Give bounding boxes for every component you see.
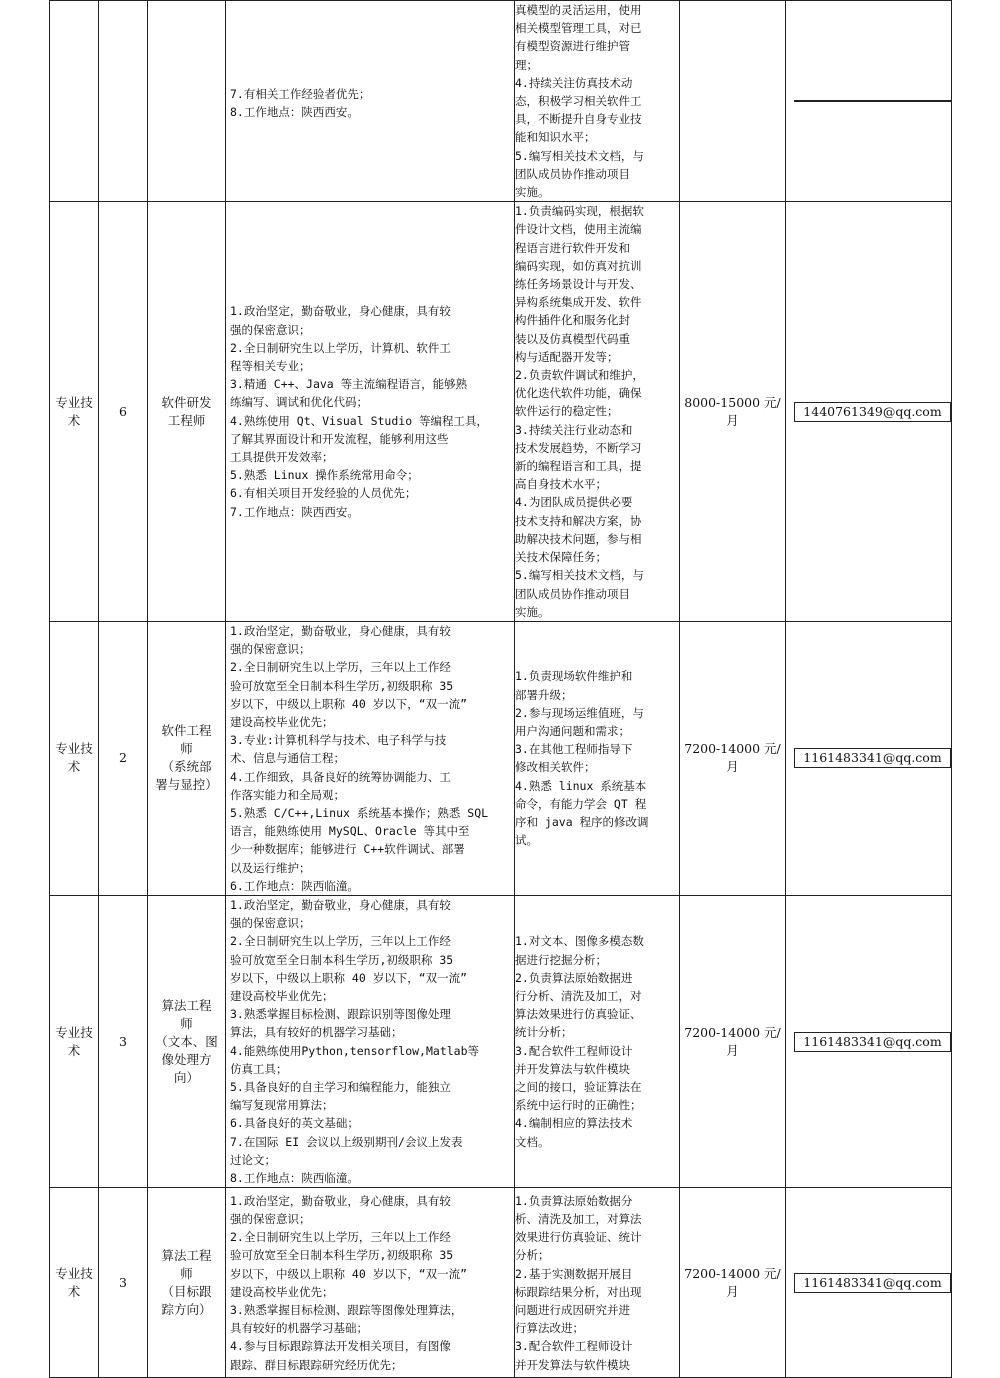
duty-line: 真模型的灵活运用，使用 bbox=[515, 3, 642, 17]
duty-line: 1.负责现场软件维护和 bbox=[515, 669, 633, 684]
requirement-line: 强的保密意识； bbox=[230, 916, 311, 931]
duty-line: 部署升级； bbox=[515, 687, 573, 702]
email-cell bbox=[786, 1188, 952, 1378]
requirement-line: 3.精通 C++、Java 等主流编程语言，能够熟 bbox=[230, 377, 468, 392]
requirements-cell bbox=[226, 202, 515, 622]
category-cell bbox=[50, 895, 99, 1187]
requirements-cell bbox=[226, 1188, 515, 1378]
duty-line: 态，积极学习相关软件工 bbox=[515, 94, 642, 109]
duty-line: 技术支持和解决方案，协 bbox=[515, 513, 642, 528]
duty-line: 异构系统集成开发、软件 bbox=[515, 295, 642, 310]
duty-line: 2.参与现场运维值班，与 bbox=[515, 705, 644, 720]
duty-line: 并开发算法与软件模块 bbox=[515, 1061, 630, 1076]
requirement-line: 2.全日制研究生以上学历，三年以上工作经 bbox=[230, 934, 451, 949]
duties-cell bbox=[515, 1, 680, 202]
requirement-line: 建设高校毕业优先； bbox=[230, 988, 334, 1003]
duty-line: 高自身技术水平； bbox=[515, 477, 607, 492]
duty-line: 程语言进行软件开发和 bbox=[515, 240, 630, 255]
contact-email[interactable]: 1161483341@qq.com bbox=[803, 1274, 942, 1290]
headcount-cell bbox=[99, 1, 148, 202]
requirement-line: 5.熟悉 Linux 操作系统常用命令； bbox=[230, 468, 419, 483]
position-title-cell bbox=[148, 202, 226, 622]
headcount-cell bbox=[99, 202, 148, 622]
position-title-line: 像处理方 bbox=[161, 1051, 212, 1067]
headcount-cell bbox=[99, 895, 148, 1187]
requirement-line: 1.政治坚定，勤奋敬业，身心健康，具有较 bbox=[230, 623, 451, 638]
requirement-line: 3.熟悉掌握目标检测、跟踪识别等图像处理 bbox=[230, 1007, 451, 1022]
requirement-line: 8.工作地点：陕西临潼。 bbox=[230, 1171, 359, 1185]
requirement-line: 1.政治坚定，勤奋敬业，身心健康，具有较 bbox=[230, 897, 451, 912]
duty-line: 4.编制相应的算法技术 bbox=[515, 1116, 633, 1131]
duties-cell bbox=[515, 1188, 680, 1378]
duty-line: 序和 java 程序的修改调 bbox=[515, 815, 649, 830]
requirement-line: 编写复现常用算法； bbox=[230, 1098, 334, 1113]
position-title-line: （系统部 bbox=[161, 759, 212, 775]
requirement-line: 强的保密意识； bbox=[230, 642, 311, 657]
requirement-line: 2.全日制研究生以上学历，三年以上工作经 bbox=[230, 1230, 451, 1245]
duty-line: 统计分析； bbox=[515, 1025, 573, 1040]
requirement-line: 7.在国际 EI 会议以上级别期刊/会议上发表 bbox=[230, 1134, 463, 1149]
duty-line: 有模型资源进行维护管 bbox=[515, 39, 630, 54]
duty-line: 优化迭代软件功能，确保 bbox=[515, 386, 642, 401]
requirement-line: 了解其界面设计和开发流程，能够利用这些 bbox=[230, 431, 449, 446]
requirement-line: 5.熟悉 C/C++,Linux 系统基本操作；熟悉 SQL bbox=[230, 805, 489, 820]
requirement-line: 6.工作地点：陕西临潼。 bbox=[230, 878, 359, 893]
headcount-cell bbox=[99, 1188, 148, 1378]
requirement-line: 练编写、调试和优化代码； bbox=[230, 395, 368, 410]
requirement-line: 4.参与目标跟踪算法开发相关项目，有图像 bbox=[230, 1339, 451, 1354]
duty-line: 练任务场景设计与开发、 bbox=[515, 277, 642, 292]
position-title-cell bbox=[148, 621, 226, 895]
requirements-cell bbox=[226, 621, 515, 895]
position-title-line: 算法工程 bbox=[161, 1247, 212, 1263]
requirement-line: 仿真工具； bbox=[230, 1061, 288, 1076]
requirement-line: 具有较好的机器学习基础； bbox=[230, 1321, 368, 1336]
requirement-line: 7.工作地点：陕西西安。 bbox=[230, 504, 359, 519]
duty-line: 团队成员协作推动项目 bbox=[515, 586, 630, 601]
position-title-line: 师 bbox=[180, 1265, 193, 1281]
duty-line: 行分析、清洗及加工，对 bbox=[515, 988, 642, 1003]
requirement-line: 建设高校毕业优先； bbox=[230, 1284, 334, 1299]
requirement-line: 2.全日制研究生以上学历，三年以上工作经 bbox=[230, 660, 451, 675]
salary-text: 7200-14000 元/月 bbox=[684, 1265, 781, 1299]
requirement-line: 岁以下，中级以上职称 40 岁以下，“双一流” bbox=[230, 696, 468, 711]
salary-cell bbox=[680, 1, 786, 202]
duty-line: 问题进行成因研究并进 bbox=[515, 1302, 630, 1317]
requirement-line: 过论文； bbox=[230, 1152, 276, 1167]
duty-line: 3.在其他工程师指导下 bbox=[515, 742, 633, 757]
duty-line: 2.基于实测数据开展目 bbox=[515, 1266, 633, 1281]
requirement-line: 强的保密意识； bbox=[230, 1211, 311, 1226]
requirement-line: 4.工作细致，具备良好的统筹协调能力、工 bbox=[230, 769, 451, 784]
contact-email[interactable]: 1161483341@qq.com bbox=[803, 750, 942, 766]
duty-line: 能和知识水平； bbox=[515, 130, 596, 145]
position-title-line: 算法工程 bbox=[161, 997, 212, 1013]
email-cell bbox=[786, 202, 952, 622]
headcount-text: 2 bbox=[119, 750, 127, 766]
duty-line: 构与适配器开发等； bbox=[515, 349, 619, 364]
headcount-text: 3 bbox=[119, 1274, 127, 1290]
duty-line: 文档。 bbox=[515, 1134, 550, 1149]
requirement-line: 2.全日制研究生以上学历，计算机、软件工 bbox=[230, 340, 451, 355]
requirement-line: 作落实能力和全局观； bbox=[230, 787, 345, 802]
position-title-cell bbox=[148, 1, 226, 202]
requirement-line: 1.政治坚定，勤奋敬业，身心健康，具有较 bbox=[230, 304, 451, 319]
salary-cell bbox=[680, 202, 786, 622]
duty-line: 助解决技术问题，参与相 bbox=[515, 531, 642, 546]
duty-line: 装以及仿真模型代码重 bbox=[515, 331, 630, 346]
email-cell bbox=[786, 1, 952, 202]
requirement-line: 程等相关专业； bbox=[230, 358, 311, 373]
requirement-line: 跟踪、群目标跟踪研究经历优先； bbox=[230, 1357, 403, 1372]
requirement-line: 以及运行维护； bbox=[230, 860, 311, 875]
contact-email[interactable]: 1161483341@qq.com bbox=[803, 1033, 942, 1049]
duty-line: 2.负责算法原始数据进 bbox=[515, 970, 633, 985]
requirement-line: 7.有相关工作经验者优先； bbox=[230, 86, 371, 101]
requirement-line: 8.工作地点：陕西西安。 bbox=[230, 105, 359, 120]
position-title-line: 工程师 bbox=[167, 412, 206, 428]
duty-line: 5.编写相关技术文档，与 bbox=[515, 568, 644, 583]
requirement-line: 3.专业:计算机科学与技术、电子科学与技 bbox=[230, 733, 447, 748]
requirement-line: 强的保密意识； bbox=[230, 322, 311, 337]
duty-line: 件设计文档，使用主流编 bbox=[515, 222, 642, 237]
contact-email[interactable]: 1440761349@qq.com bbox=[803, 403, 942, 419]
position-title-line: 向） bbox=[173, 1069, 199, 1085]
email-cell bbox=[786, 895, 952, 1187]
duty-line: 之间的接口，验证算法在 bbox=[515, 1079, 642, 1094]
duty-line: 命令，有能力学会 QT 程 bbox=[515, 796, 647, 811]
requirement-line: 岁以下，中级以上职称 40 岁以下，“双一流” bbox=[230, 1266, 468, 1281]
requirement-line: 语言，能熟练使用 MySQL、Oracle 等其中至 bbox=[230, 824, 470, 839]
duty-line: 标跟踪结果分析，对出现 bbox=[515, 1284, 642, 1299]
requirement-line: 少一种数据库；能够进行 C++软件调试、部署 bbox=[230, 842, 465, 857]
requirement-line: 工具提供开发效率； bbox=[230, 449, 334, 464]
duty-line: 相关模型管理工具，对已 bbox=[515, 21, 642, 36]
position-title-line: （目标跟 bbox=[161, 1283, 212, 1299]
duty-line: 1.负责算法原始数据分 bbox=[515, 1193, 633, 1208]
duty-line: 效果进行仿真验证、统计 bbox=[515, 1230, 642, 1245]
duty-line: 据进行挖掘分析； bbox=[515, 952, 607, 967]
category-cell bbox=[50, 1, 99, 202]
duty-line: 3.配合软件工程师设计 bbox=[515, 1339, 633, 1354]
duty-line: 4.为团队成员提供必要 bbox=[515, 495, 633, 510]
duty-line: 实施。 bbox=[515, 604, 550, 619]
requirement-line: 术、信息与通信工程； bbox=[230, 751, 345, 766]
table-row bbox=[50, 895, 952, 1187]
duty-line: 关技术保障任务； bbox=[515, 550, 607, 565]
category-text: 专业技术 bbox=[55, 741, 93, 775]
duties-cell bbox=[515, 895, 680, 1187]
category-text: 专业技术 bbox=[55, 1024, 93, 1058]
category-text: 专业技术 bbox=[55, 1265, 93, 1299]
position-title-line: 师 bbox=[180, 741, 193, 757]
headcount-cell bbox=[99, 621, 148, 895]
salary-text: 7200-14000 元/月 bbox=[684, 1024, 781, 1058]
salary-cell bbox=[680, 1188, 786, 1378]
position-title-line: 软件工程 bbox=[161, 723, 212, 739]
requirement-line: 4.熟练使用 Qt、Visual Studio 等编程工具， bbox=[230, 413, 489, 428]
requirement-line: 岁以下，中级以上职称 40 岁以下，“双一流” bbox=[230, 970, 468, 985]
headcount-text: 6 bbox=[119, 403, 127, 419]
requirement-line: 验可放宽至全日制本科生学历,初级职称 35 bbox=[230, 678, 454, 693]
requirement-line: 验可放宽至全日制本科生学历,初级职称 35 bbox=[230, 952, 454, 967]
position-title-cell bbox=[148, 895, 226, 1187]
requirement-line: 6.有相关项目开发经验的人员优先； bbox=[230, 486, 417, 501]
duty-line: 算法效果进行仿真验证、 bbox=[515, 1007, 642, 1022]
position-title-line: 署与显控） bbox=[155, 777, 218, 793]
duty-line: 编码实现，如仿真对抗训 bbox=[515, 258, 642, 273]
duty-line: 3.配合软件工程师设计 bbox=[515, 1043, 633, 1058]
duty-line: 3.持续关注行业动态和 bbox=[515, 422, 633, 437]
duties-cell bbox=[515, 202, 680, 622]
duty-line: 用户沟通问题和需求； bbox=[515, 724, 630, 739]
requirement-line: 5.具备良好的自主学习和编程能力，能独立 bbox=[230, 1079, 451, 1094]
duty-line: 团队成员协作推动项目 bbox=[515, 166, 630, 181]
category-cell bbox=[50, 202, 99, 622]
position-title-cell bbox=[148, 1188, 226, 1378]
duty-line: 构件插件化和服务化封 bbox=[515, 313, 630, 328]
requirement-line: 3.熟悉掌握目标检测、跟踪等图像处理算法， bbox=[230, 1302, 463, 1317]
salary-cell bbox=[680, 621, 786, 895]
duty-line: 软件运行的稳定性； bbox=[515, 404, 619, 419]
duty-line: 4.持续关注仿真技术动 bbox=[515, 75, 633, 90]
salary-cell bbox=[680, 895, 786, 1187]
duty-line: 析、清洗及加工，对算法 bbox=[515, 1211, 642, 1226]
position-title-line: 软件研发 bbox=[161, 394, 212, 410]
requirements-cell bbox=[226, 895, 515, 1187]
salary-text: 8000-15000 元/月 bbox=[684, 394, 781, 428]
table-row bbox=[50, 1188, 952, 1378]
requirement-line: 算法，具有较好的机器学习基础； bbox=[230, 1025, 403, 1040]
email-cell bbox=[786, 621, 952, 895]
requirement-line: 建设高校毕业优先； bbox=[230, 714, 334, 729]
salary-text: 7200-14000 元/月 bbox=[684, 741, 781, 775]
duty-line: 试。 bbox=[515, 833, 538, 848]
duty-line: 并开发算法与软件模块 bbox=[515, 1357, 630, 1372]
category-cell bbox=[50, 621, 99, 895]
duty-line: 分析； bbox=[515, 1248, 550, 1263]
duty-line: 技术发展趋势，不断学习 bbox=[515, 440, 642, 455]
requirement-line: 验可放宽至全日制本科生学历,初级职称 35 bbox=[230, 1248, 454, 1263]
duty-line: 2.负责软件调试和维护， bbox=[515, 368, 644, 383]
duty-line: 新的编程语言和工具，提 bbox=[515, 459, 642, 474]
duty-line: 1.对文本、图像多模态数 bbox=[515, 934, 644, 949]
requirement-line: 6.具备良好的英文基础； bbox=[230, 1116, 359, 1131]
duty-line: 理； bbox=[515, 57, 538, 72]
duty-line: 1.负责编码实现，根据软 bbox=[515, 204, 644, 219]
category-cell bbox=[50, 1188, 99, 1378]
requirements-cell bbox=[226, 1, 515, 202]
position-title-line: 师 bbox=[180, 1015, 193, 1031]
duty-line: 修改相关软件； bbox=[515, 760, 596, 775]
duty-line: 实施。 bbox=[515, 185, 550, 200]
duty-line: 5.编写相关技术文档，与 bbox=[515, 148, 644, 163]
table-row bbox=[50, 621, 952, 895]
category-text: 专业技术 bbox=[55, 394, 93, 428]
duty-line: 系统中运行时的正确性； bbox=[515, 1098, 642, 1113]
duty-line: 行算法改进； bbox=[515, 1321, 584, 1336]
headcount-text: 3 bbox=[119, 1033, 127, 1049]
table-row bbox=[50, 1, 952, 202]
position-title-line: （文本、图 bbox=[155, 1033, 218, 1049]
requirement-line: 4.能熟练使用Python,tensorflow,Matlab等 bbox=[230, 1043, 480, 1058]
duty-line: 具，不断提升自身专业技 bbox=[515, 112, 642, 127]
table-row bbox=[50, 202, 952, 622]
duty-line: 4.熟悉 linux 系统基本 bbox=[515, 778, 647, 793]
position-title-line: 踪方向） bbox=[161, 1301, 212, 1317]
duties-cell bbox=[515, 621, 680, 895]
requirement-line: 1.政治坚定，勤奋敬业，身心健康，具有较 bbox=[230, 1193, 451, 1208]
recruitment-table bbox=[49, 0, 952, 1378]
